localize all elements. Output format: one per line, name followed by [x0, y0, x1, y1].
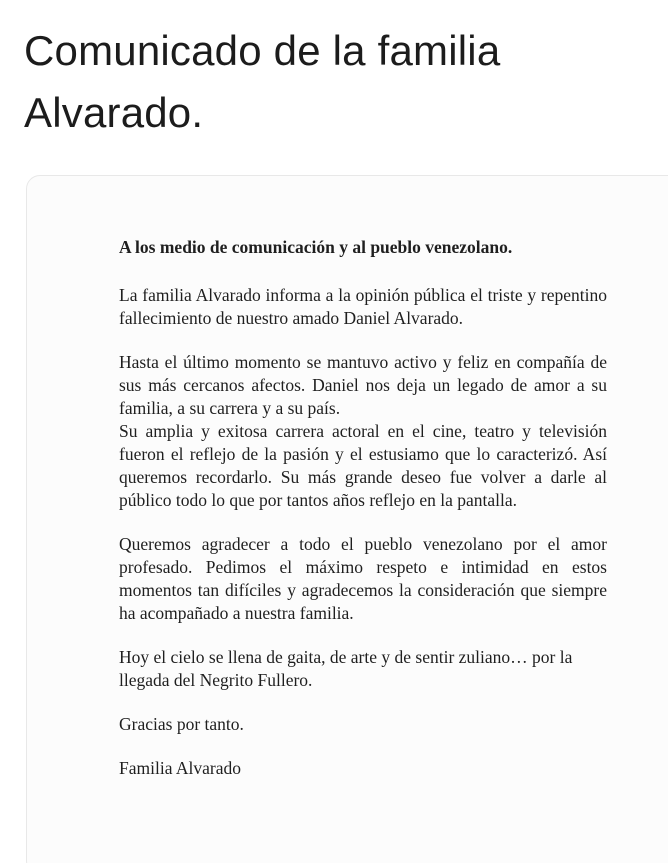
letter-paragraph-career: Su amplia y exitosa carrera actoral en el cine, teatro y televisión fueron el reflejo de la pasión y el estusiamo que lo caracterizó. Así queremos recordarlo. Su más grande deseo fue volver a darle al público todo lo que por tantos años reflejo en la pantalla.	[119, 421, 607, 510]
letter-paragraph-tribute: Hoy el cielo se llena de gaita, de arte y de sentir zuliano… por la llegada del Negrito Fullero.	[119, 647, 573, 690]
letter-paragraph-announcement: La familia Alvarado informa a la opinión pública el triste y repentino fallecimiento de nuestro amado Daniel Alvarado.	[119, 285, 607, 328]
statement-image[interactable]	[26, 175, 668, 863]
letter-paragraph-thanks: Queremos agradecer a todo el pueblo venezolano por el amor profesado. Pedimos el máximo respeto e intimidad en estos momentos tan difíciles y agradecemos la consideración que siempre ha acompañado a nuestra familia.	[119, 534, 607, 623]
letter-body	[119, 236, 607, 801]
post-title: Comunicado de la familia Alvarado.	[24, 27, 501, 136]
letter-signature: Familia Alvarado	[119, 758, 241, 778]
letter-salutation: A los medio de comunicación y al pueblo venezolano.	[119, 237, 513, 257]
letter-paragraph-last-moments: Hasta el último momento se mantuvo activo y feliz en compañía de sus más cercanos afectos. Daniel nos deja un legado de amor a su familia, a su carrera y a su país.	[119, 352, 607, 418]
letter-closing: Gracias por tanto.	[119, 714, 244, 734]
